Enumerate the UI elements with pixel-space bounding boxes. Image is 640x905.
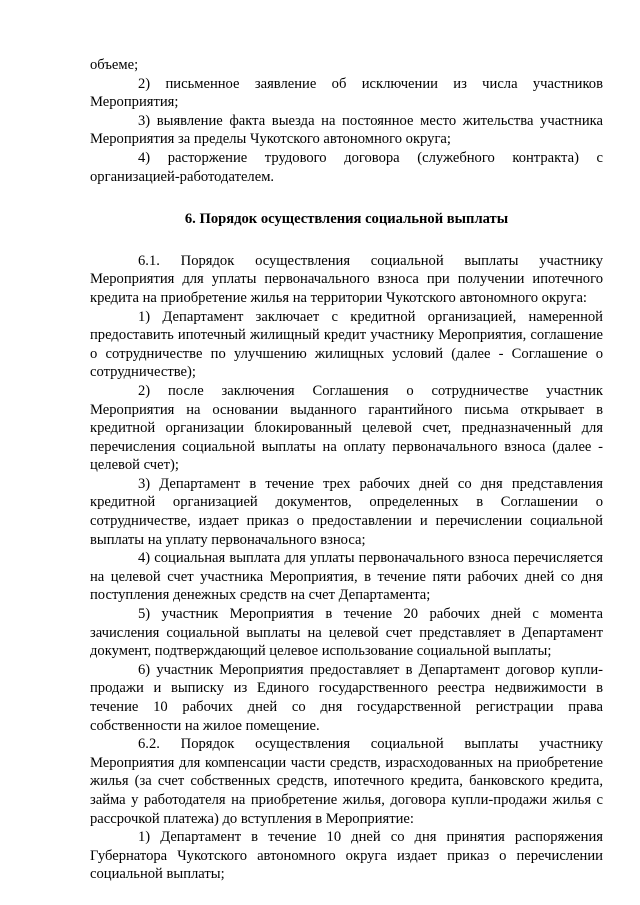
list-item: 3) выявление факта выезда на постоянное место жительства участника Мероприятия за пределы Чукотского автономного округа; [90,112,603,148]
section-heading: 6. Порядок осуществления социальной выплаты [184,211,509,228]
list-item: 4) расторжение трудового договора (служебного контракта) с организацией-работодателем. [90,149,603,185]
list-item: 5) участник Мероприятия в течение 20 рабочих дней с момента зачисления социальной выплаты на целевой счет представляет в Департамент документ, подтверждающий целевое использование социальной выплаты; [90,606,603,660]
list-item: 1) Департамент в течение 10 дней со дня принятия распоряжения Губернатора Чукотского автономного округа издает приказ о перечислении социальной выплаты; [90,829,603,883]
paragraph-6-1: 6.1. Порядок осуществления социальной выплаты участнику Мероприятия для уплаты первоначального взноса при получении ипотечного кредита на приобретение жилья на территории Чукотского автономного округа: [90,252,603,306]
list-item: 3) Департамент в течение трех рабочих дней со дня представления кредитной организацией документов, определенных в Соглашении о сотрудничестве, издает приказ о предоставлении и перечислении социальной выплаты на уплату первоначального взноса; [90,475,603,548]
list-item: 2) после заключения Соглашения о сотрудничестве участник Мероприятия на основании выданного гарантийного письма открывает в кредитной организации блокированный целевой счет, предназначенный для перечисления социальной выплаты на оплату первоначального взноса (далее - целевой счет); [90,382,603,474]
continuation-text: объеме; [90,57,139,73]
list-item: 1) Департамент заключает с кредитной организацией, намеренной предоставить ипотечный жилищный кредит участнику Мероприятия, соглашение о сотрудничестве по улучшению жилищных условий (далее - Соглашение о сотрудничестве); [90,308,603,381]
list-item: 4) социальная выплата для уплаты первоначального взноса перечисляется на целевой счет участника Мероприятия, в течение пяти рабочих дней со дня поступления денежных средств на счет Департамента; [90,550,603,604]
paragraph-6-2: 6.2. Порядок осуществления социальной выплаты участнику Мероприятия для компенсации части средств, израсходованных на приобретение жилья (за счет собственных средств, ипотечного кредита, банковского кредита, займа у работодателя на приобретение жилья, договора купли-продажи жилья с рассрочкой платежа) до вступления в Мероприятие: [90,736,603,827]
list-item: 2) письменное заявление об исключении из числа участников Мероприятия; [90,75,603,111]
document-page [90,56,603,884]
list-item: 6) участник Мероприятия предоставляет в Департамент договор купли-продажи и выписку из Единого государственного реестра недвижимости в течение 10 рабочих дней со дня государственной регистрации права собственности на жилое помещение. [90,661,603,734]
